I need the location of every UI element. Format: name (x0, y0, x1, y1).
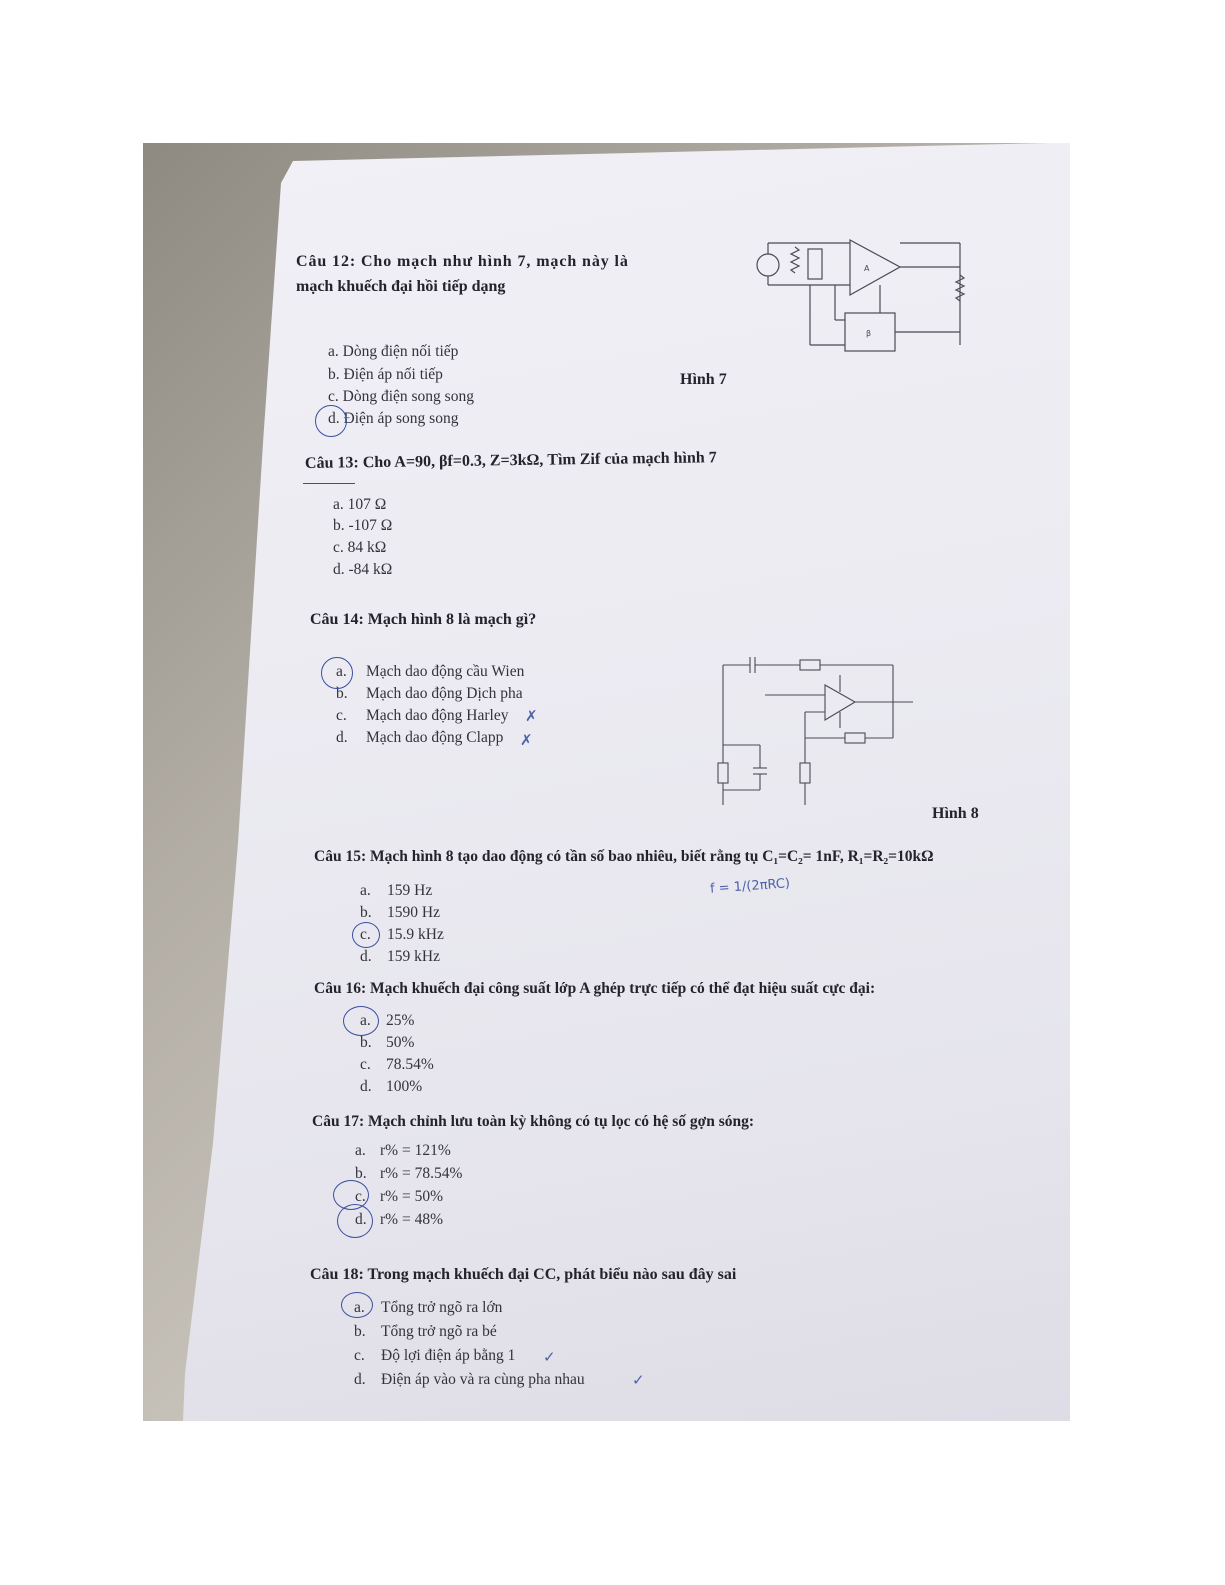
checkmark-icon: ✓ (632, 1371, 645, 1389)
q17-text: Câu 17: Mạch chỉnh lưu toàn kỳ không có tụ lọc có hệ số gợn sóng: (312, 1113, 755, 1130)
q18-option-c-letter: c. (354, 1347, 365, 1364)
q15-option-a-letter: a. (360, 882, 371, 899)
q15-option-b-text: 1590 Hz (387, 904, 440, 921)
q18-option-a-text: Tổng trở ngõ ra lớn (381, 1299, 503, 1316)
q12-option-b: b. Điện áp nối tiếp (328, 366, 443, 383)
q12-option-d: d. Điện áp song song (328, 410, 459, 427)
q17-option-c-text: r% = 50% (380, 1188, 443, 1205)
q16-option-a-text: 25% (386, 1012, 415, 1029)
q15-option-c-letter: c. (360, 926, 371, 943)
figure-7-caption: Hình 7 (680, 371, 727, 388)
figure-8-caption: Hình 8 (932, 805, 979, 822)
q15-option-d-letter: d. (360, 948, 372, 965)
q13-option-d: d. -84 kΩ (333, 561, 393, 578)
q17-option-c-letter: c. (355, 1188, 366, 1205)
q16-option-b-letter: b. (360, 1034, 372, 1051)
answer-circle-mark (352, 922, 380, 948)
q14-option-b-letter: b. (336, 685, 348, 702)
q16-option-d-letter: d. (360, 1078, 372, 1095)
q17-option-d-letter: d. (355, 1211, 367, 1228)
handwritten-formula: f = 1/(2πRC) (709, 876, 791, 897)
underline-mark (303, 483, 355, 484)
q18-option-c-text: Độ lợi điện áp bằng 1 (381, 1347, 516, 1364)
q14-option-b-text: Mạch dao động Dịch pha (366, 685, 523, 702)
q18-option-d-text: Điện áp vào và ra cùng pha nhau (381, 1371, 585, 1388)
q18-option-a-letter: a. (354, 1299, 365, 1316)
q12-line2: mạch khuếch đại hồi tiếp dạng (296, 278, 506, 295)
q14-option-c-letter: c. (336, 707, 347, 724)
q17-option-a-letter: a. (355, 1142, 366, 1159)
answer-circle-mark (343, 1006, 379, 1036)
q18-option-b-text: Tổng trở ngõ ra bé (381, 1323, 497, 1340)
q16-text: Câu 16: Mạch khuếch đại công suất lớp A ghép trực tiếp có thể đạt hiệu suất cực đại: (314, 980, 876, 997)
q16-option-b-text: 50% (386, 1034, 415, 1051)
q14-option-a-letter: a. (336, 663, 347, 680)
q12-line1: Câu 12: Cho mạch như hình 7, mạch này là (296, 253, 629, 270)
q17-option-d-text: r% = 48% (380, 1211, 443, 1228)
q18-option-d-letter: d. (354, 1371, 366, 1388)
q16-option-c-text: 78.54% (386, 1056, 434, 1073)
q12-option-c: c. Dòng điện song song (328, 388, 474, 405)
figure-7-circuit (740, 235, 975, 360)
checkmark-icon: ✓ (543, 1348, 556, 1366)
cross-mark-icon: ✗ (525, 707, 538, 725)
figure-8-circuit (715, 640, 930, 815)
q14-text: Câu 14: Mạch hình 8 là mạch gì? (310, 611, 537, 628)
answer-circle-mark (337, 1204, 373, 1238)
fig7-feedback-label: β (866, 329, 872, 338)
cross-mark-icon: ✗ (520, 731, 533, 749)
q18-text: Câu 18: Trong mạch khuếch đại CC, phát biểu nào sau đây sai (310, 1266, 737, 1283)
q17-option-b-text: r% = 78.54% (380, 1165, 463, 1182)
q15-text: Câu 15: Mạch hình 8 tạo dao động có tần số bao nhiêu, biết rằng tụ C₁=C₂= 1nF, R₁=R₂=10kΩ (314, 848, 934, 865)
q12-option-a: a. Dòng điện nối tiếp (328, 343, 459, 360)
q14-option-a-text: Mạch dao động cầu Wien (366, 663, 525, 680)
answer-circle-mark (341, 1292, 373, 1318)
q13-option-c: c. 84 kΩ (333, 539, 387, 556)
fig7-amp-label: A (864, 264, 870, 273)
q16-option-c-letter: c. (360, 1056, 371, 1073)
q17-option-a-text: r% = 121% (380, 1142, 451, 1159)
q18-option-b-letter: b. (354, 1323, 366, 1340)
q14-option-d-letter: d. (336, 729, 348, 746)
q15-option-b-letter: b. (360, 904, 372, 921)
q15-option-c-text: 15.9 kHz (387, 926, 444, 943)
q15-option-d-text: 159 kHz (387, 948, 440, 965)
q13-option-a: a. 107 Ω (333, 496, 387, 513)
q15-option-a-text: 159 Hz (387, 882, 433, 899)
answer-circle-mark (315, 405, 347, 437)
q17-option-b-letter: b. (355, 1165, 367, 1182)
q14-option-c-text: Mạch dao động Harley (366, 707, 509, 724)
q13-text: Câu 13: Cho A=90, βf=0.3, Z=3kΩ, Tìm Zif của mạch hình 7 (304, 449, 717, 472)
q16-option-d-text: 100% (386, 1078, 423, 1095)
answer-circle-mark (321, 657, 353, 689)
q14-option-d-text: Mạch dao động Clapp (366, 729, 504, 746)
q16-option-a-letter: a. (360, 1012, 371, 1029)
q13-option-b: b. -107 Ω (333, 517, 393, 534)
